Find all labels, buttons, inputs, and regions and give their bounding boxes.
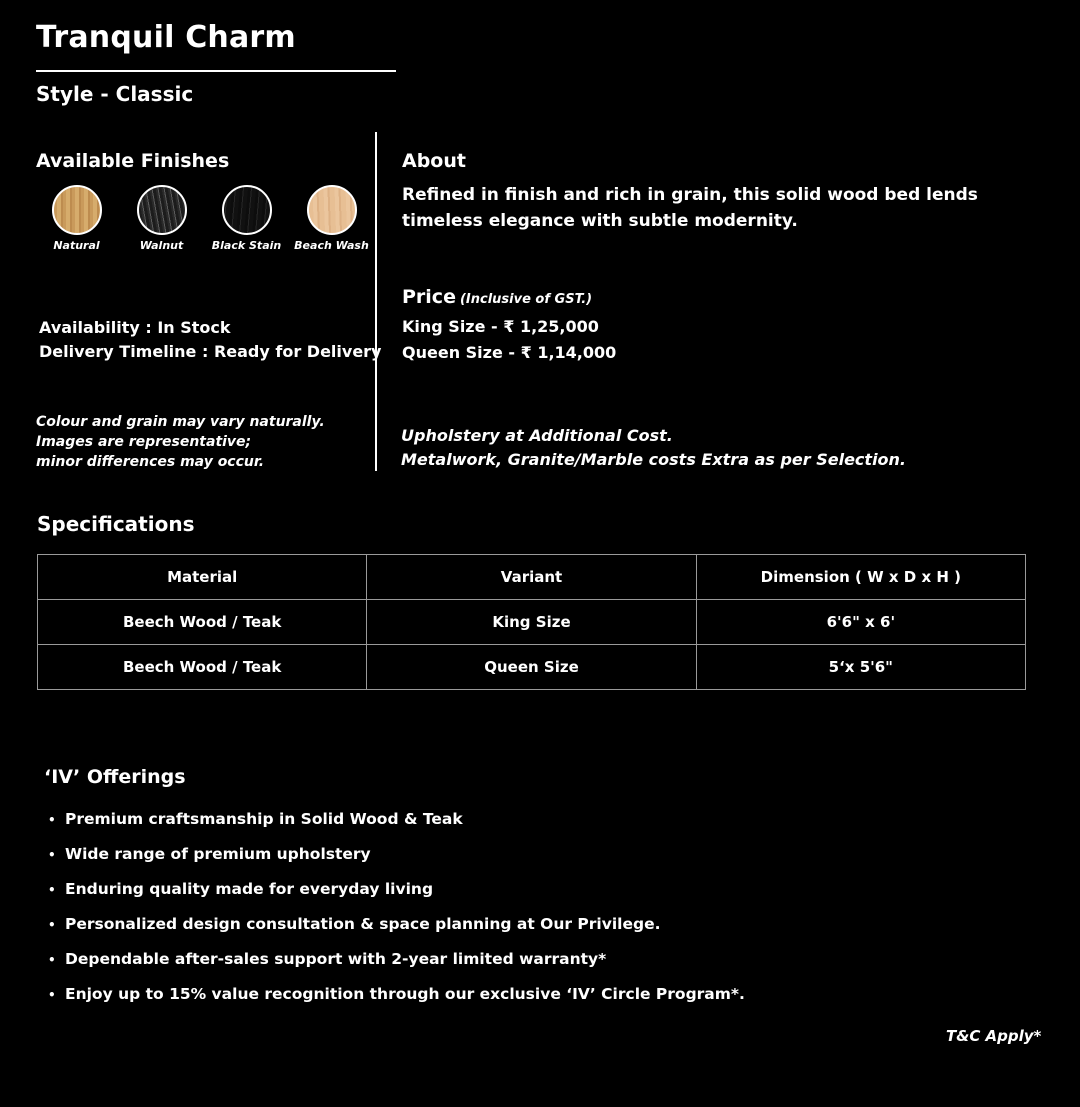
table-cell: Queen Size — [367, 645, 696, 690]
table-cell: King Size — [367, 600, 696, 645]
list-item — [48, 979, 745, 1014]
availability-info — [39, 316, 381, 364]
price-heading — [402, 286, 592, 308]
bullet-icon: • — [48, 813, 56, 827]
finish-label: Natural — [53, 239, 100, 252]
black-stain-swatch[interactable] — [222, 185, 272, 235]
terms-note: T&C Apply* — [946, 1027, 1042, 1045]
list-item — [48, 874, 745, 909]
table-cell: 6'6" x 6' — [696, 600, 1025, 645]
finish-label: Black Stain — [211, 239, 282, 252]
table-cell: 5‘x 5'6" — [696, 645, 1025, 690]
disclaimer-line: minor differences may occur. — [36, 454, 265, 470]
bullet-icon: • — [48, 883, 56, 897]
about-heading: About — [402, 150, 466, 172]
price-tax-note: (Inclusive of GST.) — [459, 292, 593, 307]
finish-option-beach-wash[interactable] — [289, 185, 374, 252]
offering-text: Personalized design consultation & space planning at Our Privilege. — [65, 915, 661, 933]
table-cell: Beech Wood / Teak — [38, 600, 367, 645]
finish-option-walnut[interactable] — [119, 185, 204, 252]
bullet-icon: • — [48, 953, 56, 967]
finish-option-natural[interactable] — [34, 185, 119, 252]
disclaimer-line: Colour and grain may vary naturally. — [36, 414, 325, 430]
delivery-timeline: Delivery Timeline : Ready for Delivery — [39, 342, 382, 361]
offerings-heading: ‘IV’ Offerings — [44, 766, 186, 788]
list-item — [48, 839, 745, 874]
offerings-list — [48, 804, 745, 1014]
availability-status: Availability : In Stock — [39, 318, 231, 337]
table-cell: Beech Wood / Teak — [38, 645, 367, 690]
vertical-divider — [375, 132, 377, 471]
product-title: Tranquil Charm — [36, 20, 296, 55]
table-header-row — [38, 555, 1026, 600]
bullet-icon: • — [48, 848, 56, 862]
offering-text: Enduring quality made for everyday living — [65, 880, 434, 898]
column-header: Variant — [367, 555, 696, 600]
bullet-icon: • — [48, 918, 56, 932]
finish-option-black-stain[interactable] — [204, 185, 289, 252]
upholstery-note: Upholstery at Additional Cost. — [401, 426, 673, 445]
style-label: Style - Classic — [36, 82, 194, 106]
price-queen: Queen Size - ₹ 1,14,000 — [402, 343, 617, 362]
natural-swatch[interactable] — [52, 185, 102, 235]
price-list — [402, 314, 616, 366]
extra-cost-note — [401, 424, 906, 472]
bullet-icon: • — [48, 988, 56, 1002]
about-description: Refined in finish and rich in grain, this solid wood bed lends timeless elegance with subtle modernity. — [402, 185, 978, 231]
disclaimer-line: Images are representative; — [36, 434, 252, 450]
metalwork-note: Metalwork, Granite/Marble costs Extra as per Selection. — [401, 450, 907, 469]
price-king: King Size - ₹ 1,25,000 — [402, 317, 599, 336]
specifications-table — [37, 554, 1026, 690]
beach-wash-swatch[interactable] — [307, 185, 357, 235]
walnut-swatch[interactable] — [137, 185, 187, 235]
list-item — [48, 804, 745, 839]
list-item — [48, 944, 745, 979]
offering-text: Premium craftsmanship in Solid Wood & Teak — [65, 810, 463, 828]
finish-label: Walnut — [139, 239, 184, 252]
finish-label: Beach Wash — [294, 239, 369, 252]
finishes-heading: Available Finishes — [36, 150, 230, 172]
table-row — [38, 645, 1026, 690]
title-underline — [36, 70, 396, 72]
offering-text: Dependable after-sales support with 2-year limited warranty* — [65, 950, 607, 968]
offering-text: Enjoy up to 15% value recognition through our exclusive ‘IV’ Circle Program*. — [65, 985, 745, 1003]
list-item — [48, 909, 745, 944]
disclaimer-note — [36, 412, 325, 472]
price-title: Price — [402, 286, 456, 308]
column-header: Dimension ( W x D x H ) — [696, 555, 1025, 600]
table-row — [38, 600, 1026, 645]
specifications-heading: Specifications — [37, 512, 195, 536]
offering-text: Wide range of premium upholstery — [65, 845, 371, 863]
column-header: Material — [38, 555, 367, 600]
finish-swatches — [34, 185, 374, 252]
